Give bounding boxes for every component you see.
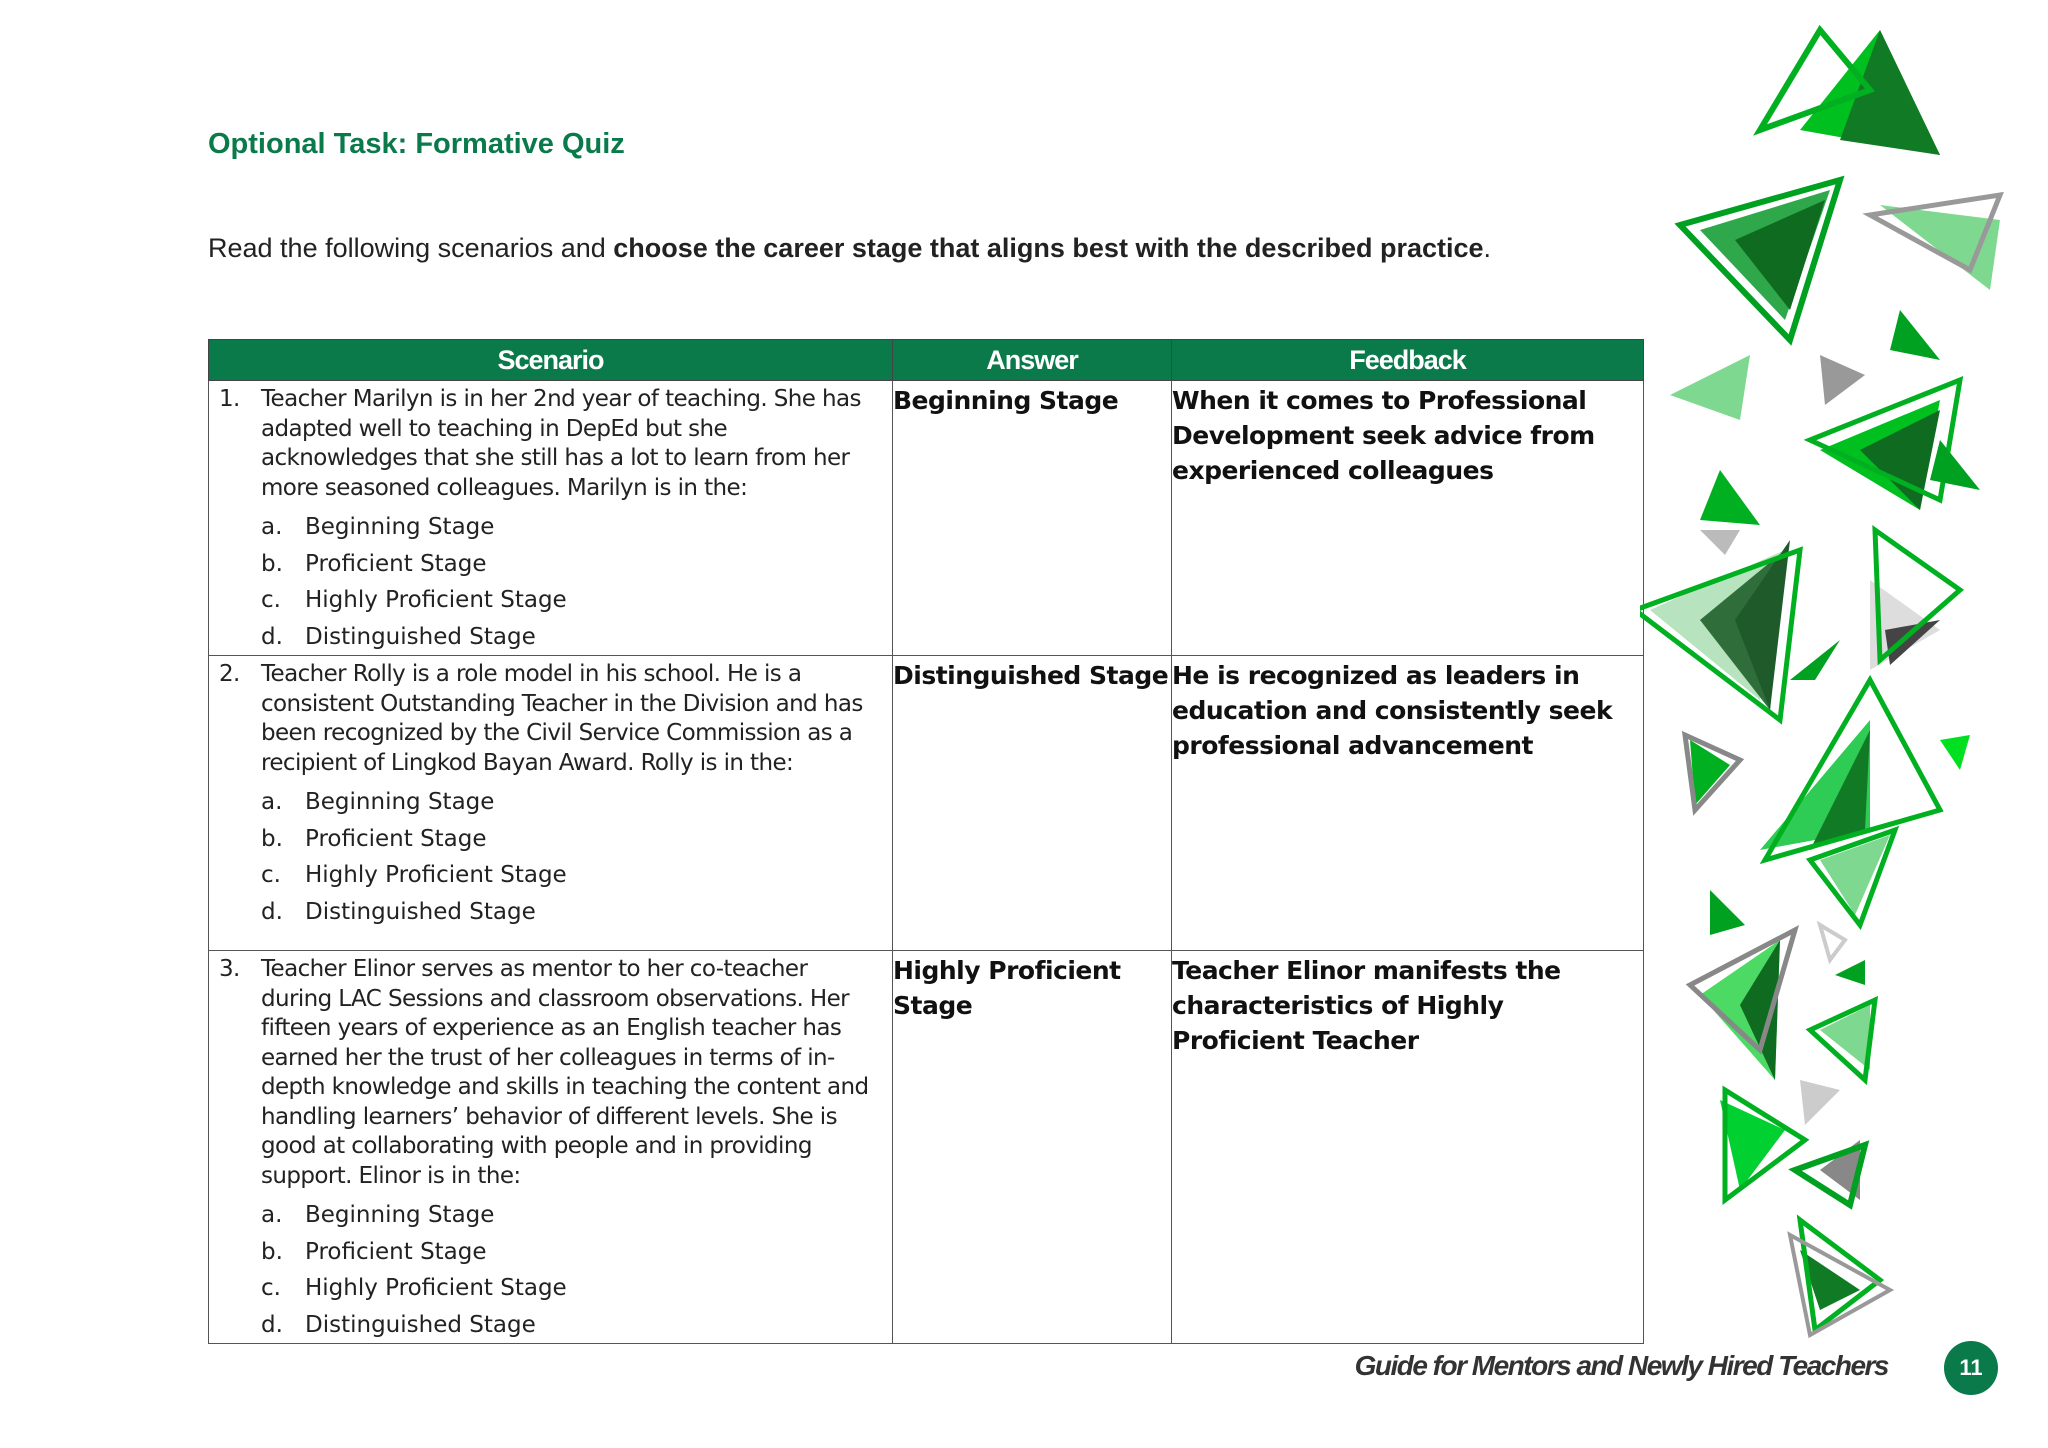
option-letter: c. [261,1275,281,1301]
option-text: Proficient Stage [305,550,487,577]
option-text: Beginning Stage [305,514,495,540]
answer-text: Highly Proficient Stage [893,956,1121,1020]
decor-triangle [1710,890,1745,935]
decorative-triangles [1640,20,2048,1340]
option-letter: a. [261,789,283,815]
option-letter: b. [261,550,283,577]
answer-cell [893,951,1172,1344]
scenario-text: Teacher Rolly is a role model in his school. He is a consistent Outstanding Teacher in the Division and has been recognized by the Civil Service Commission as a recipient of Lingkod Bayan Award. Rolly is in the: [261,661,863,776]
decor-triangle [1890,310,1940,360]
option-item [261,509,884,546]
scenario-text: Teacher Elinor serves as mentor to her co-teacher during LAC Sessions and classroom observations. Her fifteen years of experience as an English teacher has earned her the trust of her colleagues in terms of in-depth knowledge and skills in teaching the content and handling learners’ behavior of different levels. She is good at collaborating with people and in providing support. Elinor is in the: [261,956,869,1189]
option-list [219,509,884,655]
decor-triangle [1790,640,1840,680]
option-item [261,1307,884,1344]
option-letter: d. [261,623,283,650]
scenario-cell [209,656,893,951]
option-text: Distinguished Stage [305,623,536,650]
instructions [208,233,1491,264]
header-scenario: Scenario [209,340,893,381]
option-letter: a. [261,514,283,540]
decor-triangle [1930,440,1980,490]
option-letter: a. [261,1202,283,1228]
option-item [261,546,884,583]
feedback-cell [1172,656,1644,951]
option-list [219,784,884,930]
instructions-suffix: . [1483,233,1492,263]
decor-triangle [1940,735,1970,770]
table-row [209,951,1644,1344]
option-item [261,894,884,931]
option-letter: b. [261,1238,283,1265]
decor-triangle [1880,205,2000,290]
scenario-number: 3. [219,956,240,982]
page-heading: Optional Task: Formative Quiz [208,128,625,160]
option-item [261,619,884,656]
decor-triangle [1700,470,1760,525]
option-item [261,1234,884,1271]
option-letter: d. [261,1311,283,1338]
quiz-table [208,339,1644,1344]
option-text: Beginning Stage [305,1202,495,1228]
feedback-cell [1172,381,1644,656]
option-text: Highly Proficient Stage [305,1275,567,1301]
scenario-text: Teacher Marilyn is in her 2nd year of teaching. She has adapted well to teaching in DepEd but she acknowledges that she still has a lot to learn from her more seasoned colleagues. Marilyn is in the: [261,386,861,501]
feedback-text: When it comes to Professional Development seek advice from experienced colleagues [1172,386,1595,485]
option-text: Highly Proficient Stage [305,862,567,888]
table-row [209,656,1644,951]
footer-title: Guide for Mentors and Newly Hired Teachers [1354,1350,1888,1381]
option-letter: c. [261,862,281,888]
option-item [261,857,884,894]
decor-triangle [1835,960,1865,985]
decor-triangle [1700,530,1740,555]
decor-triangle [1820,925,1845,960]
option-text: Distinguished Stage [305,1311,536,1338]
decor-triangle [1800,1080,1840,1125]
option-item [261,1270,884,1307]
option-item [261,821,884,858]
scenario-number: 1. [219,386,240,412]
option-text: Highly Proficient Stage [305,587,567,613]
feedback-text: He is recognized as leaders in education and consistently seek professional advancement [1172,661,1613,760]
scenario-cell [209,381,893,656]
option-letter: c. [261,587,281,613]
table-row [209,381,1644,656]
option-text: Beginning Stage [305,789,495,815]
decor-triangle [1670,355,1750,420]
scenario-number: 2. [219,661,240,687]
scenario-cell [209,951,893,1344]
option-letter: b. [261,825,283,852]
option-item [261,1197,884,1234]
option-letter: d. [261,898,283,925]
instructions-bold: choose the career stage that aligns best with the described practice [613,233,1484,263]
option-list [219,1197,884,1343]
header-answer: Answer [893,340,1172,381]
option-text: Distinguished Stage [305,898,536,925]
option-item [261,582,884,619]
answer-cell [893,656,1172,951]
feedback-text: Teacher Elinor manifests the characteristics of Highly Proficient Teacher [1172,956,1561,1055]
answer-cell [893,381,1172,656]
table-header-row [209,340,1644,381]
option-text: Proficient Stage [305,1238,487,1265]
answer-text: Distinguished Stage [893,661,1169,690]
instructions-prefix: Read the following scenarios and [208,233,614,263]
decor-triangle [1820,355,1865,405]
answer-text: Beginning Stage [893,386,1119,415]
option-text: Proficient Stage [305,825,487,852]
header-feedback: Feedback [1172,340,1644,381]
option-item [261,784,884,821]
page-number-badge: 11 [1944,1341,1998,1395]
feedback-cell [1172,951,1644,1344]
